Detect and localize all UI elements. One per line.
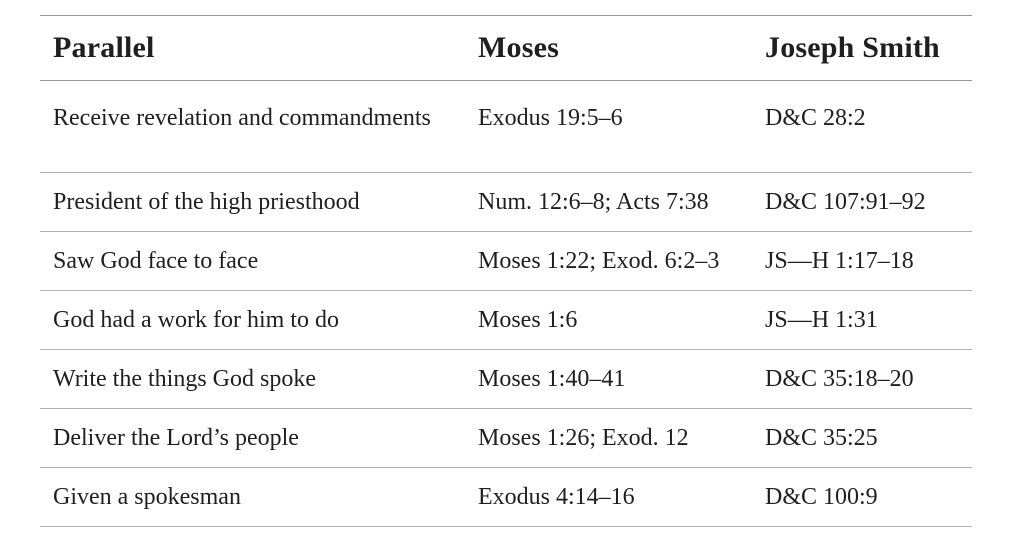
cell-moses: Num. 12:6–8; Acts 7:38: [478, 189, 709, 215]
parallels-table: [40, 15, 972, 527]
cell-parallel: Write the things God spoke: [53, 366, 316, 392]
table-row: [40, 468, 972, 527]
cell-joseph-smith: D&C 35:18–20: [765, 366, 914, 392]
table-row: [40, 81, 972, 173]
cell-joseph-smith: D&C 100:9: [765, 484, 878, 510]
cell-parallel: President of the high priesthood: [53, 189, 360, 215]
table-row: [40, 409, 972, 468]
cell-joseph-smith: D&C 28:2: [765, 105, 866, 131]
table-row: [40, 232, 972, 291]
cell-joseph-smith: D&C 107:91–92: [765, 189, 926, 215]
cell-parallel: Receive revelation and commandments: [53, 105, 431, 131]
cell-joseph-smith: D&C 35:25: [765, 425, 878, 451]
cell-moses: Exodus 19:5–6: [478, 105, 623, 131]
header-joseph-smith: Joseph Smith: [765, 31, 940, 64]
cell-moses: Moses 1:40–41: [478, 366, 626, 392]
cell-parallel: Deliver the Lord’s people: [53, 425, 299, 451]
cell-joseph-smith: JS—H 1:17–18: [765, 248, 914, 274]
header-moses: Moses: [478, 31, 559, 64]
table-row: [40, 291, 972, 350]
header-parallel: Parallel: [53, 31, 155, 64]
cell-parallel: God had a work for him to do: [53, 307, 339, 333]
cell-moses: Moses 1:6: [478, 307, 578, 333]
cell-moses: Moses 1:26; Exod. 12: [478, 425, 689, 451]
parallels-table-container: [40, 15, 972, 527]
cell-joseph-smith: JS—H 1:31: [765, 307, 878, 333]
cell-moses: Exodus 4:14–16: [478, 484, 635, 510]
table-header-row: [40, 16, 972, 81]
table-row: [40, 173, 972, 232]
table-row: [40, 350, 972, 409]
cell-parallel: Given a spokesman: [53, 484, 241, 510]
cell-parallel: Saw God face to face: [53, 248, 259, 274]
cell-moses: Moses 1:22; Exod. 6:2–3: [478, 248, 720, 274]
